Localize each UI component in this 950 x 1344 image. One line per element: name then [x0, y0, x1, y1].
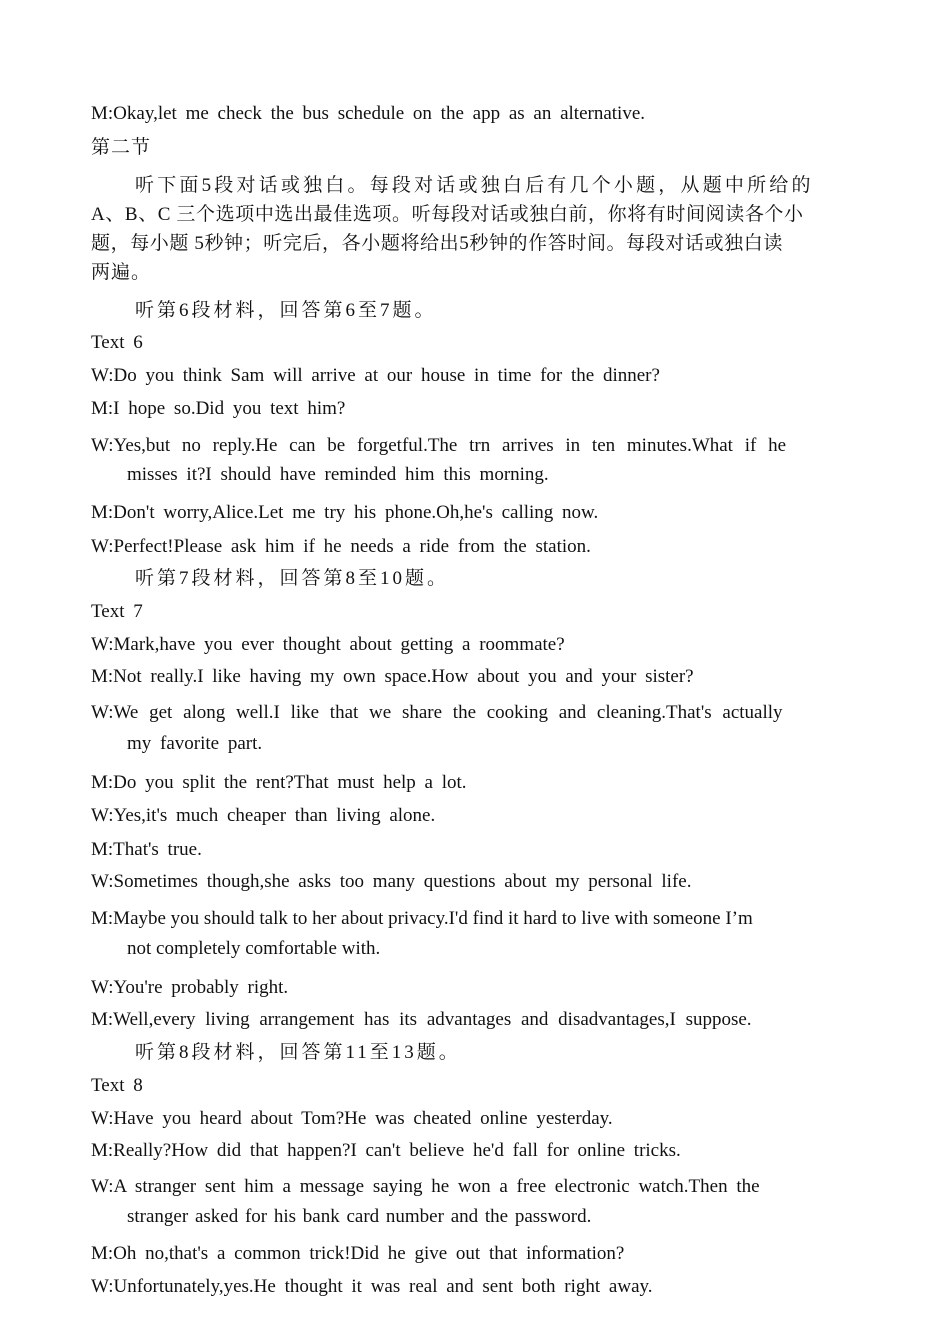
material-heading: 听第6段材料，回答第6至7题。 — [135, 300, 437, 321]
instructions-line: 听下面5段对话或独白。每段对话或独白后有几个小题，从题中所给的 — [135, 175, 814, 196]
dialogue-line: W:Mark,have you ever thought about getting a roommate? — [91, 634, 565, 655]
dialogue-line: M:Okay,let me check the bus schedule on the app as an alternative. — [91, 103, 646, 124]
dialogue-line: M:Well,every living arrangement has its advantages and disadvantages,I suppose. — [91, 1009, 752, 1030]
dialogue-line-continued: stranger asked for his bank card number and the password. — [127, 1206, 592, 1227]
instructions-line: 题，每小题 5秒钟；听完后，各小题将给出5秒钟的作答时间。每段对话或独白读 — [91, 233, 783, 254]
dialogue-line: M:That's true. — [91, 839, 202, 860]
section-heading: 第二节 — [91, 137, 152, 158]
dialogue-line: W:Yes,it's much cheaper than living alone. — [91, 805, 436, 826]
dialogue-line-continued: not completely comfortable with. — [127, 938, 381, 959]
material-heading: 听第8段材料，回答第11至13题。 — [135, 1042, 461, 1063]
dialogue-line-continued: misses it?I should have reminded him this morning. — [127, 464, 549, 485]
text-label: Text 7 — [91, 601, 143, 622]
dialogue-line: W:Perfect!Please ask him if he needs a ride from the station. — [91, 536, 591, 557]
dialogue-line: W:A stranger sent him a message saying he won a free electronic watch.Then the — [91, 1176, 760, 1197]
dialogue-line: W:We get along well.I like that we share the cooking and cleaning.That's actually — [91, 702, 783, 723]
dialogue-line: W:Sometimes though,she asks too many questions about my personal life. — [91, 871, 692, 892]
instructions-line: A、B、C 三个选项中选出最佳选项。听每段对话或独白前，你将有时间阅读各个小 — [91, 204, 804, 225]
dialogue-line: W:Have you heard about Tom?He was cheated online yesterday. — [91, 1108, 613, 1129]
dialogue-line: M:Oh no,that's a common trick!Did he give out that information? — [91, 1243, 625, 1264]
dialogue-line: W:Do you think Sam will arrive at our house in time for the dinner? — [91, 365, 660, 386]
dialogue-line: M:Maybe you should talk to her about privacy.I'd find it hard to live with someone I’m — [91, 908, 753, 929]
dialogue-line: M:Really?How did that happen?I can't believe he'd fall for online tricks. — [91, 1140, 681, 1161]
dialogue-line: W:You're probably right. — [91, 977, 289, 998]
dialogue-line: M:I hope so.Did you text him? — [91, 398, 346, 419]
dialogue-line: W:Unfortunately,yes.He thought it was real and sent both right away. — [91, 1276, 653, 1297]
material-heading: 听第7段材料，回答第8至10题。 — [135, 568, 450, 589]
dialogue-line: M:Don't worry,Alice.Let me try his phone.Oh,he's calling now. — [91, 502, 599, 523]
dialogue-line: W:Yes,but no reply.He can be forgetful.The trn arrives in ten minutes.What if he — [91, 435, 786, 456]
dialogue-line: M:Not really.I like having my own space.How about you and your sister? — [91, 666, 694, 687]
text-label: Text 6 — [91, 332, 143, 353]
text-label: Text 8 — [91, 1075, 143, 1096]
instructions-line: 两遍。 — [91, 262, 152, 283]
dialogue-line: M:Do you split the rent?That must help a lot. — [91, 772, 467, 793]
dialogue-line-continued: my favorite part. — [127, 733, 263, 754]
